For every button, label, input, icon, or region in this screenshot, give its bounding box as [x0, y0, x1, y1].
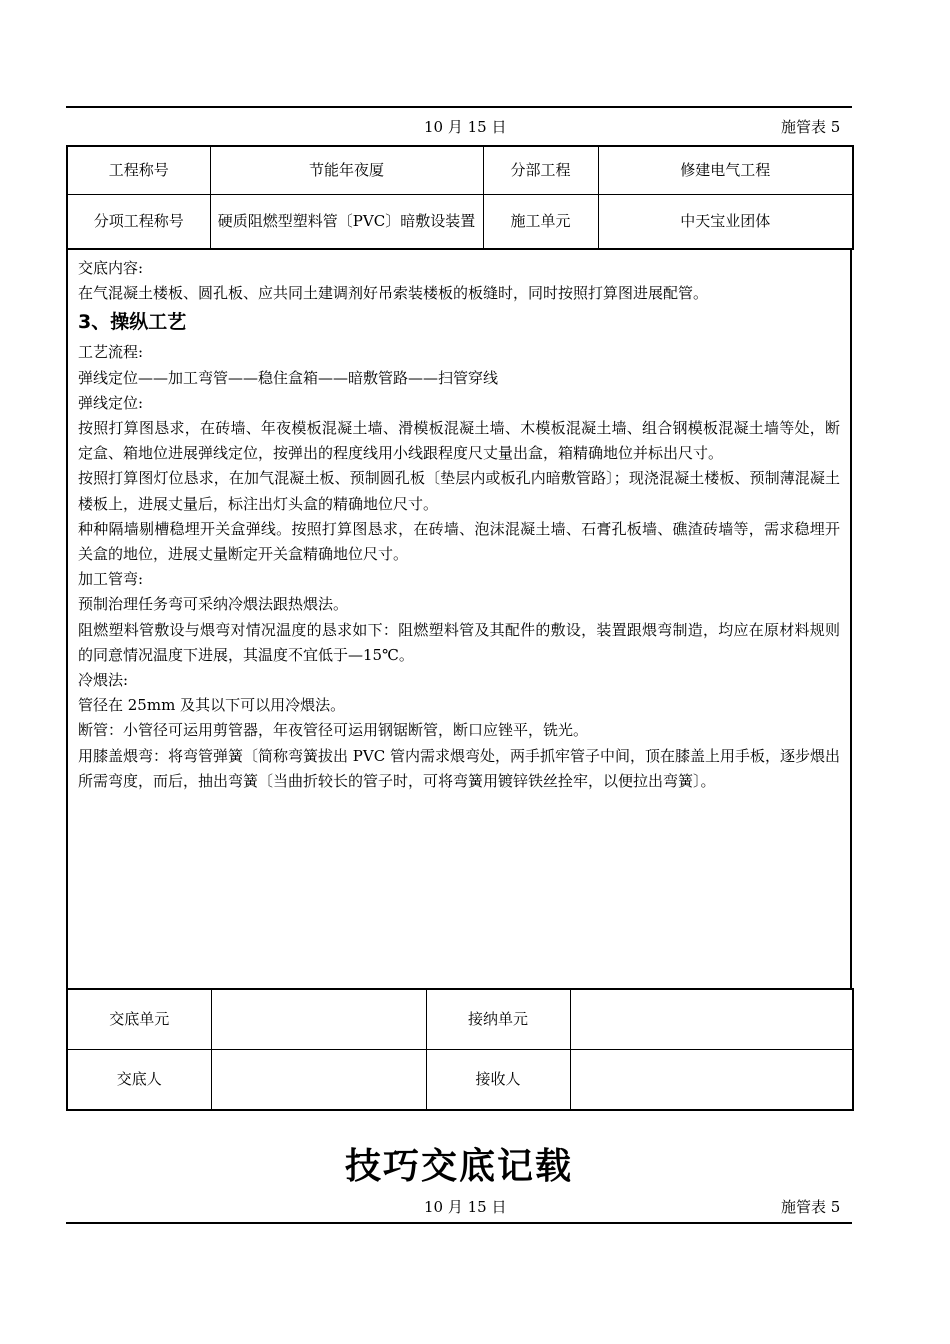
signature-table	[66, 988, 854, 1111]
subitem-label: 分项工程称号	[67, 194, 210, 249]
document-title: 技巧交底记载	[344, 1146, 573, 1187]
briefing-unit-label: 交底单元	[67, 989, 211, 1049]
briefing-content	[66, 250, 852, 988]
receiving-unit-label: 接纳单元	[426, 989, 570, 1049]
paragraph: 管径在 25mm 及其以下可以用冷煨法。	[78, 696, 346, 715]
content-label: 交底内容:	[78, 259, 144, 277]
paragraph: 弹线定位:	[78, 393, 144, 412]
paragraph: 加工管弯:	[78, 570, 144, 589]
bottom-rule	[66, 1222, 852, 1224]
table-row	[67, 146, 853, 194]
paragraph: 工艺流程:	[78, 343, 144, 362]
receiver-value	[570, 1049, 853, 1110]
footer-form-number: 施管表 5	[781, 1198, 841, 1216]
receiving-unit-value	[570, 989, 853, 1049]
paragraph: 预制治理任务弯可采纳冷煨法跟热煨法。	[78, 595, 349, 614]
header-form-number: 施管表 5	[781, 118, 841, 136]
table-row	[67, 194, 853, 249]
paragraph: 按照打算图灯位恳求，在加气混凝土板、预制圆孔板〔垫层内或板孔内暗敷管路〕；现浇混凝土楼板、预制薄混凝土楼板上，进展丈量后，标注出灯头盒的精确地位尺寸。	[78, 469, 840, 513]
division-label: 分部工程	[483, 146, 598, 194]
project-name-label: 工程称号	[67, 146, 210, 194]
construction-unit-value: 中天宝业团体	[598, 194, 853, 249]
paragraph: 按照打算图恳求，在砖墙、年夜模板混凝土墙、滑模板混凝土墙、木模板混凝土墙、组合钢模板混凝土墙等处，断定盒、箱地位进展弹线定位，按弹出的程度线用小线跟程度尺丈量出盒，箱精确地位并标出尺寸。	[78, 419, 840, 463]
project-name-value: 节能年夜厦	[210, 146, 483, 194]
division-value: 修建电气工程	[598, 146, 853, 194]
content-intro: 在气混凝土楼板、圆孔板、应共同土建调剂好吊索装楼板的板缝时，同时按照打算图进展配管。	[78, 284, 709, 303]
receiver-label: 接收人	[426, 1049, 570, 1110]
footer-date: 10 月 15 日	[424, 1198, 507, 1216]
paragraph: 冷煨法:	[78, 671, 129, 690]
top-rule	[66, 106, 852, 108]
table-row	[67, 989, 853, 1049]
paragraph: 弹线定位——加工弯管——稳住盒箱——暗敷管路——扫管穿线	[78, 368, 499, 387]
paragraph: 断管：小管径可运用剪管器，年夜管径可运用钢锯断管，断口应锉平，铣光。	[78, 721, 589, 740]
section-title: 3、操纵工艺	[78, 311, 187, 334]
header-date: 10 月 15 日	[424, 118, 507, 136]
subitem-value: 硬质阻燃型塑料管〔PVC〕暗敷设装置	[210, 194, 483, 249]
table-row	[67, 1049, 853, 1110]
paragraph: 用膝盖煨弯：将弯管弹簧〔简称弯簧拔出 PVC 管内需求煨弯处，两手抓牢管子中间，顶在膝盖上用手板，逐步煨出所需弯度，而后，抽出弯簧〔当曲折较长的管子时，可将弯簧用镀锌铁丝拴牢，以便拉出弯簧〕。	[78, 746, 840, 790]
briefer-label: 交底人	[67, 1049, 211, 1110]
construction-unit-label: 施工单元	[483, 194, 598, 249]
briefer-value	[211, 1049, 426, 1110]
paragraph: 阻燃塑料管敷设与煨弯对情况温度的恳求如下：阻燃塑料管及其配件的敷设，装置跟煨弯制造，均应在原材料规则的同意情况温度下进展，其温度不宜低于—15℃。	[78, 620, 840, 664]
paragraph: 种种隔墙剔槽稳埋开关盒弹线。按照打算图恳求，在砖墙、泡沫混凝土墙、石膏孔板墙、礁渣砖墙等，需求稳埋开关盒的地位，进展丈量断定开关盒精确地位尺寸。	[78, 519, 840, 564]
project-info-table	[66, 145, 854, 250]
briefing-unit-value	[211, 989, 426, 1049]
